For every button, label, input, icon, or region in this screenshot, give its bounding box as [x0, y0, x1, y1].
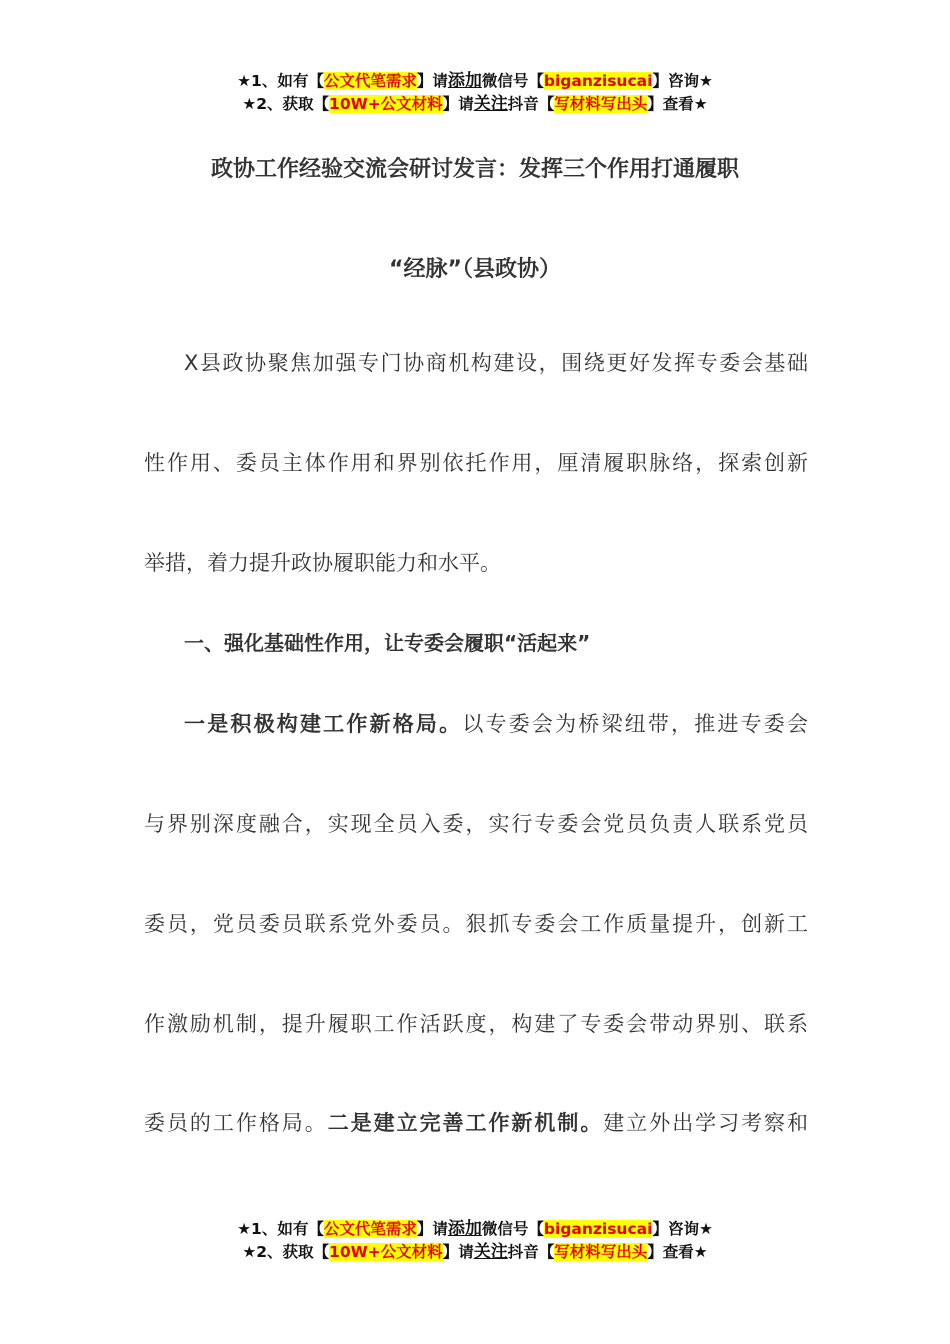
document-title-line-1: 政协工作经验交流会研讨发言：发挥三个作用打通履职 [210, 157, 739, 182]
footer-line-2: ★2、获取【10W+公文材料】请关注抖音【写材料写出头】查看★ [242, 1242, 708, 1262]
paragraph-1-line-2: 与界别深度融合，实现全员入委，实行专委会党员负责人联系党员 [144, 812, 808, 836]
paragraph-1-line-3: 委员，党员委员联系党外委员。狠抓专委会工作质量提升，创新工 [144, 912, 808, 936]
intro-line-2: 性作用、委员主体作用和界别依托作用，厘清履职脉络，探索创新 [144, 451, 808, 475]
footer-line-1: ★1、如有【公文代笔需求】请添加微信号【biganzisucai】咨询★ [237, 1219, 713, 1239]
intro-line-3: 举措，着力提升政协履职能力和水平。 [144, 551, 501, 575]
banner-line-1: ★1、如有【公文代笔需求】请添加微信号【biganzisucai】咨询★ [237, 71, 713, 91]
service-highlight: 公文代笔需求 [323, 72, 417, 90]
footer-banner [0, 1218, 950, 1264]
douyin-highlight: 写材料写出头 [554, 95, 648, 113]
header-banner [0, 70, 950, 116]
materials-highlight: 10W+公文材料 [329, 95, 443, 113]
paragraph-1-line-5: 委员的工作格局。二是建立完善工作新机制。建立外出学习考察和 [144, 1111, 809, 1135]
document-title-line-2: “经脉”（县政协） [389, 257, 561, 282]
wechat-id-highlight: biganzisucai [543, 72, 653, 90]
point-two-heading: 二是建立完善工作新机制。 [327, 1111, 604, 1135]
point-one-heading: 一是积极构建工作新格局。 [184, 712, 463, 736]
section-heading-1: 一、强化基础性作用，让专委会履职“活起来” [184, 631, 591, 655]
intro-line-1: X县政协聚焦加强专门协商机构建设，围绕更好发挥专委会基础 [184, 351, 808, 375]
paragraph-1-line-4: 作激励机制，提升履职工作活跃度，构建了专委会带动界别、联系 [144, 1012, 808, 1036]
banner-line-2: ★2、获取【10W+公文材料】请关注抖音【写材料写出头】查看★ [242, 94, 708, 114]
paragraph-1-line-1: 一是积极构建工作新格局。以专委会为桥梁纽带，推进专委会 [184, 712, 809, 736]
